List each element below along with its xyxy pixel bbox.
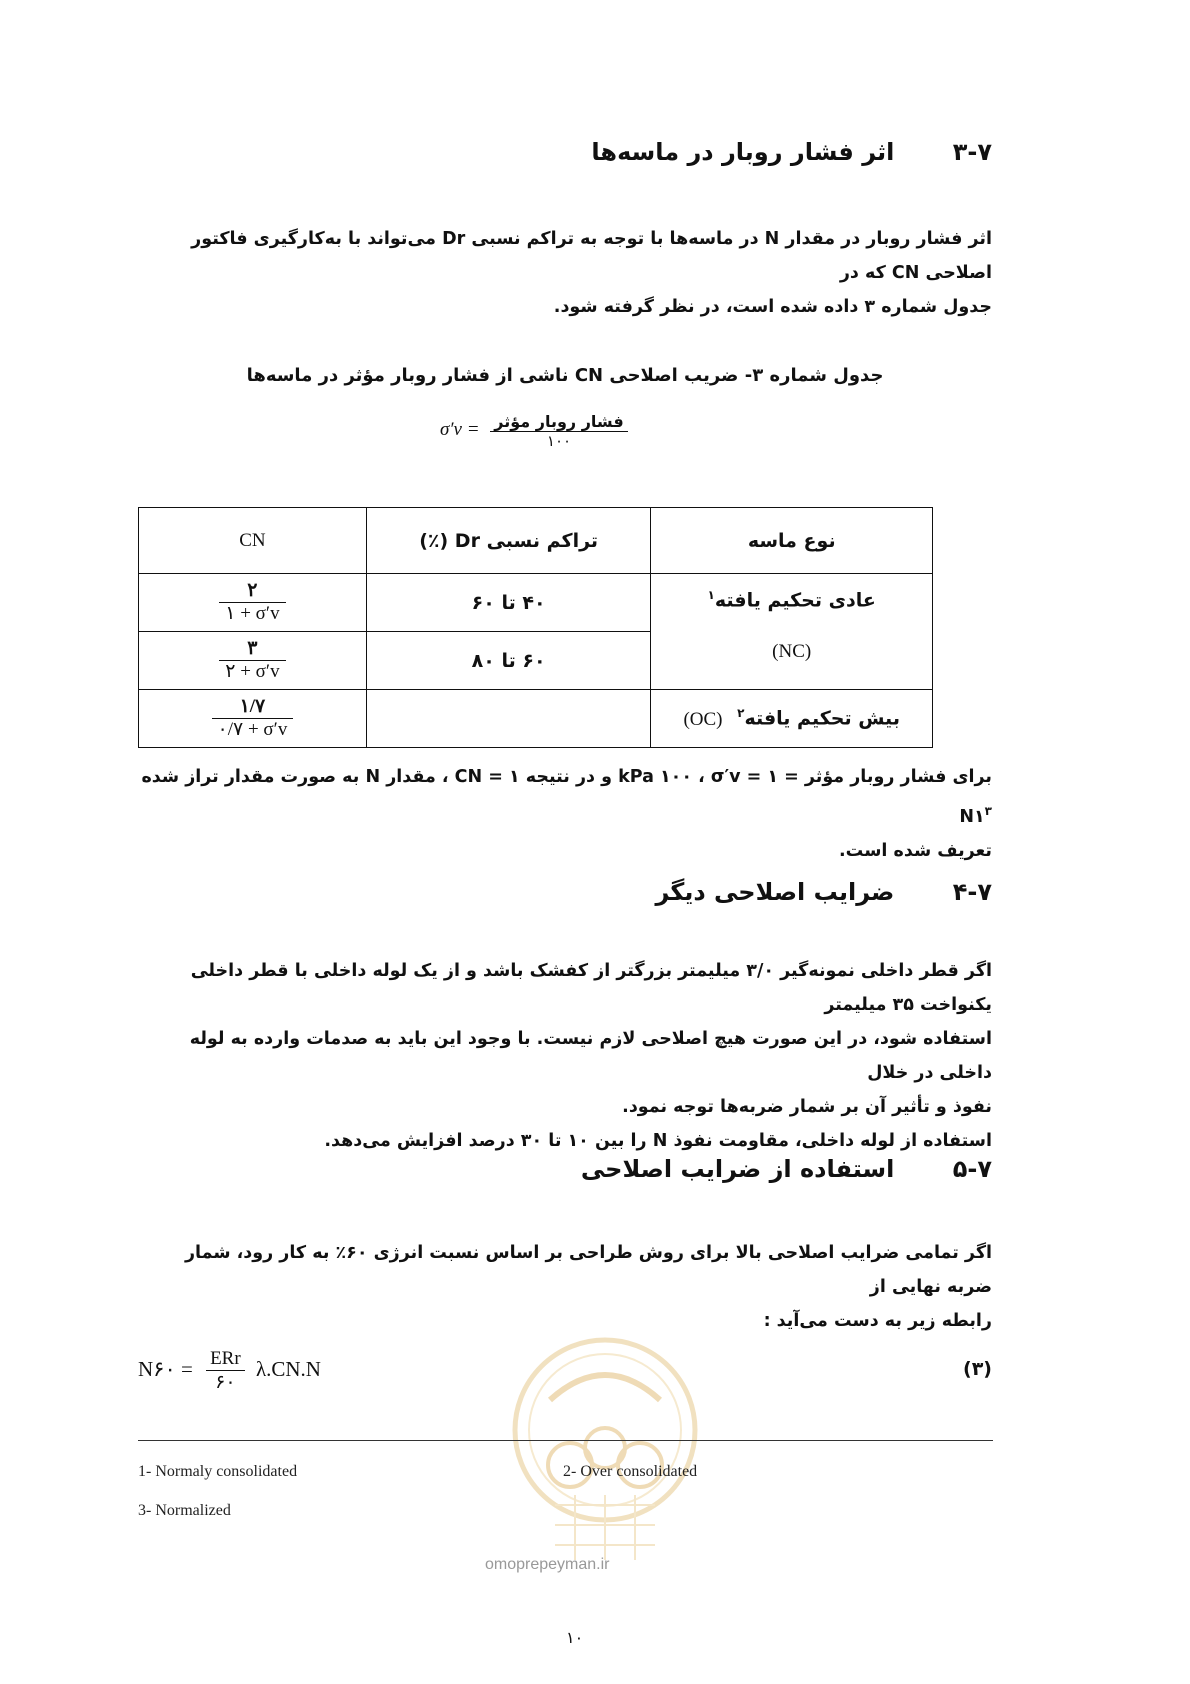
cn-fraction [212,696,294,741]
para2-line-2: استفاده شود، در این صورت هیچ اصلاحی لازم نیست. با وجود این باید به صدمات وارده به لوله داخلی در خلال [189,1029,992,1083]
cn-denominator: ۰/۷ + σ′v [217,719,288,740]
section-title: استفاده از ضرایب اصلاحی [580,1155,895,1183]
cn-fraction [219,580,285,625]
cn-table [138,507,933,748]
equation-numerator: ERr [206,1348,245,1371]
paragraph-other-corrections [132,954,992,1158]
table-note-text: برای فشار روبار مؤثر = kPa ۱۰۰ ، σ′v = ۱ و در نتیجه CN = ۱ ، مقدار N به صورت مقدار تراز شده N۱ [141,767,992,827]
footnote-3: 3- Normalized [138,1502,231,1519]
type-nc-abbr: (NC) [772,641,812,663]
type-cell-nc [651,574,933,690]
page-number: ۱۰ [566,1630,584,1647]
sigma-denominator: ۱۰۰ [546,432,572,450]
table-note [132,760,992,868]
cn-denominator: ۲ + σ′v [225,661,280,682]
footnote-1: 1- Normaly consolidated [138,1463,298,1480]
header-cn: CN [139,508,367,574]
header-dr [366,508,651,574]
section-heading-4-7 [655,878,992,906]
cn-numerator: ۱/۷ [212,696,294,719]
intro-paragraph [142,222,992,324]
para3-line-1: اگر تمامی ضرایب اصلاحی بالا برای روش طراحی بر اساس نسبت انرژی ۶۰٪ به کار رود، شمار ضربه نهایی از [184,1243,992,1297]
sigma-numerator: فشار روبار مؤثر [490,412,627,432]
watermark-logo [495,1330,715,1590]
header-dr-label: تراکم نسبی Dr (٪) [419,529,599,552]
para3-line-2: رابطه زیر به دست می‌آید : [763,1311,992,1331]
equation-rest: λ.CN.N [255,1356,321,1381]
equation-denominator: ۶۰ [215,1372,236,1393]
section-number: ۵-۷ [952,1155,992,1183]
dr-cell: ۶۰ تا ۸۰ [366,632,651,690]
type-cell-oc [651,690,933,748]
cn-cell [139,690,367,748]
header-type: نوع ماسه [651,508,933,574]
para2-line-1: اگر قطر داخلی نمونه‌گیر ۳/۰ میلیمتر بزرگتر از کفشک باشد و از یک لوله داخلی با قطر داخلی یکنواخت ۳۵ میلیمتر [190,961,992,1015]
table-row [139,690,933,748]
table-row [139,574,933,632]
cn-cell [139,574,367,632]
equation-n60 [138,1348,321,1394]
equation-lhs: N۶۰ = [138,1356,193,1381]
section-heading-5-7 [581,1155,992,1183]
equation-fraction [206,1348,245,1394]
table-header-row [139,508,933,574]
para2-line-3: نفوذ و تأثیر آن بر شمار ضربه‌ها توجه نمود. [622,1097,992,1117]
table-note-line-2: تعریف شده است. [839,840,992,861]
type-nc-text: عادی تحکیم یافته [714,589,876,612]
type-oc-abbr: (OC) [683,708,723,730]
paragraph-use-corrections [142,1236,992,1338]
table-caption: جدول شماره ۳- ضریب اصلاحی CN ناشی از فشار روبار مؤثر در ماسه‌ها [246,365,884,386]
section-title: ضرایب اصلاحی دیگر [655,878,895,906]
intro-line-1: اثر فشار روبار در مقدار N در ماسه‌ها با توجه به تراکم نسبی Dr می‌تواند با به‌کارگیری فاکتور اصلاحی CN که در [191,229,992,283]
section-number: ۴-۷ [952,878,992,906]
cn-denominator: ۱ + σ′v [225,603,280,624]
sigma-lhs: σ′v = [440,419,480,441]
watermark-url: omoprepeyman.ir [485,1556,610,1573]
footnote-ref-2: ۲ [737,706,745,721]
type-oc-text: بیش تحکیم یافته [744,707,900,730]
section-heading-3-7 [591,138,992,166]
footnote-ref-1: ۱ [707,588,715,602]
footnote-2: 2- Over consolidated [563,1463,698,1480]
para2-line-4: استفاده از لوله داخلی، مقاومت نفوذ N را بین ۱۰ تا ۳۰ درصد افزایش می‌دهد. [324,1131,992,1151]
section-title: اثر فشار روبار در ماسه‌ها [591,138,895,166]
cn-numerator: ۳ [219,638,285,661]
cn-numerator: ۲ [219,580,285,603]
dr-cell [366,690,651,748]
footnote-divider [138,1440,993,1441]
sigma-fraction [490,412,627,450]
section-number: ۳-۷ [952,138,992,166]
footnote-ref-3: ۳ [984,804,992,818]
intro-line-2: جدول شماره ۳ داده شده است، در نظر گرفته شود. [553,297,992,317]
sigma-formula [440,412,660,462]
equation-label: (۳) [963,1358,992,1380]
cn-fraction [219,638,285,683]
table-note-line-1 [132,760,992,834]
cn-cell [139,632,367,690]
type-nc-label [651,574,932,611]
dr-cell: ۴۰ تا ۶۰ [366,574,651,632]
